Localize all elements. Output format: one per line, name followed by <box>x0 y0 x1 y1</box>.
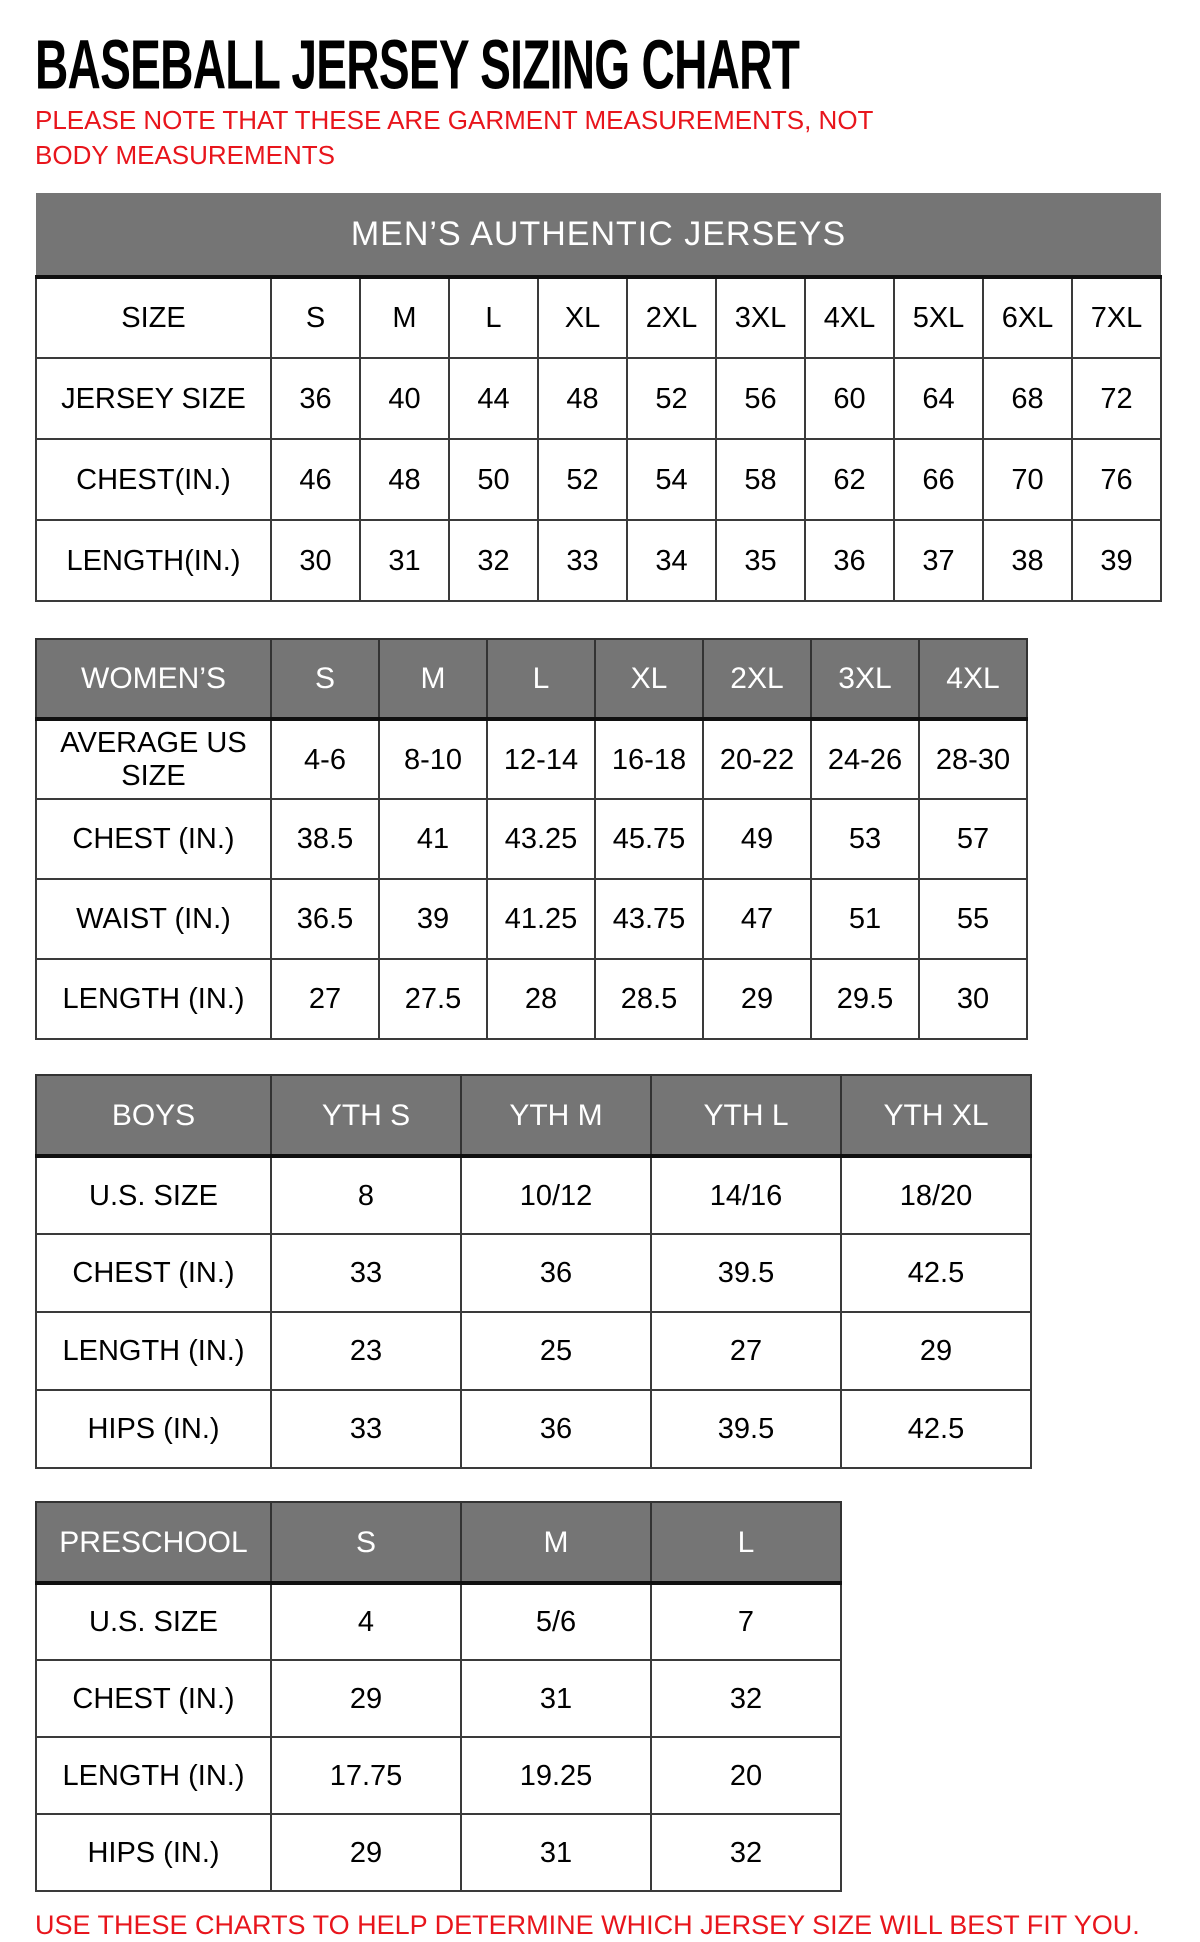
column-header: YTH XL <box>841 1075 1031 1156</box>
value-cell: 28-30 <box>919 719 1027 799</box>
value-cell: 41 <box>379 799 487 879</box>
table-row <box>36 439 1161 520</box>
value-cell: 35 <box>716 520 805 601</box>
table-row <box>36 1312 1031 1390</box>
value-cell: 29 <box>271 1814 461 1891</box>
value-cell: 40 <box>360 358 449 439</box>
column-header: L <box>651 1502 841 1583</box>
value-cell: 32 <box>651 1814 841 1891</box>
table-title: BOYS <box>36 1075 271 1156</box>
value-cell: 47 <box>703 879 811 959</box>
value-cell: 28 <box>487 959 595 1039</box>
table-row <box>36 1583 841 1660</box>
value-cell: 14/16 <box>651 1156 841 1234</box>
value-cell: 29 <box>271 1660 461 1737</box>
column-header: M <box>461 1502 651 1583</box>
column-header-row <box>36 1075 1031 1156</box>
row-label: LENGTH (IN.) <box>36 959 271 1039</box>
footer-note: USE THESE CHARTS TO HELP DETERMINE WHICH JERSEY SIZE WILL BEST FIT YOU. <box>35 1910 1140 1941</box>
table-row <box>36 1234 1031 1312</box>
boys-table <box>35 1074 1032 1469</box>
value-cell: 8 <box>271 1156 461 1234</box>
value-cell: 18/20 <box>841 1156 1031 1234</box>
value-cell: 32 <box>449 520 538 601</box>
mens-table-body <box>36 277 1161 601</box>
value-cell: 48 <box>538 358 627 439</box>
value-cell: 7XL <box>1072 277 1161 358</box>
row-label: CHEST (IN.) <box>36 1234 271 1312</box>
value-cell: 36 <box>461 1390 651 1468</box>
table-row <box>36 277 1161 358</box>
column-header: 4XL <box>919 639 1027 719</box>
value-cell: 6XL <box>983 277 1072 358</box>
value-cell: 4-6 <box>271 719 379 799</box>
column-header: S <box>271 1502 461 1583</box>
column-header: YTH S <box>271 1075 461 1156</box>
value-cell: 43.25 <box>487 799 595 879</box>
column-header: 2XL <box>703 639 811 719</box>
value-cell: 16-18 <box>595 719 703 799</box>
column-header: YTH L <box>651 1075 841 1156</box>
column-header: S <box>271 639 379 719</box>
value-cell: 53 <box>811 799 919 879</box>
row-label: WAIST (IN.) <box>36 879 271 959</box>
value-cell: 2XL <box>627 277 716 358</box>
value-cell: 51 <box>811 879 919 959</box>
value-cell: 37 <box>894 520 983 601</box>
row-label: JERSEY SIZE <box>36 358 271 439</box>
column-header: XL <box>595 639 703 719</box>
value-cell: 39 <box>379 879 487 959</box>
value-cell: 49 <box>703 799 811 879</box>
value-cell: 32 <box>651 1660 841 1737</box>
value-cell: 5XL <box>894 277 983 358</box>
row-label: AVERAGE US SIZE <box>36 719 271 799</box>
value-cell: 44 <box>449 358 538 439</box>
value-cell: 55 <box>919 879 1027 959</box>
preschool-table <box>35 1501 842 1892</box>
table-row <box>36 1814 841 1891</box>
value-cell: 43.75 <box>595 879 703 959</box>
value-cell: 23 <box>271 1312 461 1390</box>
value-cell: 45.75 <box>595 799 703 879</box>
value-cell: 46 <box>271 439 360 520</box>
value-cell: 24-26 <box>811 719 919 799</box>
value-cell: 4 <box>271 1583 461 1660</box>
value-cell: 27 <box>271 959 379 1039</box>
womens-table <box>35 638 1028 1040</box>
table-row <box>36 879 1027 959</box>
value-cell: 42.5 <box>841 1390 1031 1468</box>
value-cell: 29 <box>703 959 811 1039</box>
value-cell: 28.5 <box>595 959 703 1039</box>
value-cell: 31 <box>461 1660 651 1737</box>
womens-table-header <box>36 639 1027 719</box>
value-cell: 72 <box>1072 358 1161 439</box>
column-header: M <box>379 639 487 719</box>
column-header-row <box>36 1502 841 1583</box>
value-cell: 25 <box>461 1312 651 1390</box>
value-cell: 33 <box>271 1390 461 1468</box>
value-cell: 42.5 <box>841 1234 1031 1312</box>
value-cell: 36.5 <box>271 879 379 959</box>
table-title: MEN’S AUTHENTIC JERSEYS <box>36 193 1161 277</box>
row-label: LENGTH (IN.) <box>36 1312 271 1390</box>
row-label: U.S. SIZE <box>36 1156 271 1234</box>
value-cell: XL <box>538 277 627 358</box>
value-cell: 27 <box>651 1312 841 1390</box>
value-cell: 76 <box>1072 439 1161 520</box>
value-cell: 52 <box>538 439 627 520</box>
table-title: PRESCHOOL <box>36 1502 271 1583</box>
table-row <box>36 719 1027 799</box>
value-cell: 4XL <box>805 277 894 358</box>
value-cell: 5/6 <box>461 1583 651 1660</box>
value-cell: 54 <box>627 439 716 520</box>
value-cell: 62 <box>805 439 894 520</box>
column-header-row <box>36 639 1027 719</box>
value-cell: 30 <box>919 959 1027 1039</box>
row-label: LENGTH(IN.) <box>36 520 271 601</box>
table-row <box>36 358 1161 439</box>
value-cell: 36 <box>805 520 894 601</box>
value-cell: 30 <box>271 520 360 601</box>
row-label: HIPS (IN.) <box>36 1814 271 1891</box>
value-cell: 70 <box>983 439 1072 520</box>
value-cell: 50 <box>449 439 538 520</box>
column-header: 3XL <box>811 639 919 719</box>
value-cell: 52 <box>627 358 716 439</box>
value-cell: 29 <box>841 1312 1031 1390</box>
value-cell: 58 <box>716 439 805 520</box>
value-cell: 3XL <box>716 277 805 358</box>
value-cell: 38 <box>983 520 1072 601</box>
table-row <box>36 1737 841 1814</box>
row-label: CHEST (IN.) <box>36 799 271 879</box>
table-row <box>36 799 1027 879</box>
value-cell: 64 <box>894 358 983 439</box>
table-row <box>36 1390 1031 1468</box>
table-title-row <box>36 193 1161 277</box>
value-cell: 60 <box>805 358 894 439</box>
value-cell: 38.5 <box>271 799 379 879</box>
value-cell: 7 <box>651 1583 841 1660</box>
value-cell: 66 <box>894 439 983 520</box>
value-cell: 17.75 <box>271 1737 461 1814</box>
row-label: HIPS (IN.) <box>36 1390 271 1468</box>
value-cell: 57 <box>919 799 1027 879</box>
table-row <box>36 1660 841 1737</box>
value-cell: 27.5 <box>379 959 487 1039</box>
womens-table-body <box>36 719 1027 1039</box>
value-cell: 41.25 <box>487 879 595 959</box>
value-cell: 36 <box>461 1234 651 1312</box>
value-cell: 39.5 <box>651 1234 841 1312</box>
table-row <box>36 520 1161 601</box>
table-row <box>36 1156 1031 1234</box>
value-cell: 36 <box>271 358 360 439</box>
table-title: WOMEN’S <box>36 639 271 719</box>
boys-table-body <box>36 1156 1031 1468</box>
value-cell: 8-10 <box>379 719 487 799</box>
preschool-table-body <box>36 1583 841 1891</box>
value-cell: 34 <box>627 520 716 601</box>
value-cell: 33 <box>271 1234 461 1312</box>
value-cell: 20 <box>651 1737 841 1814</box>
row-label: LENGTH (IN.) <box>36 1737 271 1814</box>
value-cell: 56 <box>716 358 805 439</box>
value-cell: 29.5 <box>811 959 919 1039</box>
value-cell: 33 <box>538 520 627 601</box>
value-cell: L <box>449 277 538 358</box>
mens-jerseys-table <box>35 193 1162 602</box>
row-label: CHEST(IN.) <box>36 439 271 520</box>
value-cell: 10/12 <box>461 1156 651 1234</box>
page-title: BASEBALL JERSEY SIZING CHART <box>35 26 800 104</box>
value-cell: 31 <box>461 1814 651 1891</box>
mens-table-header <box>36 193 1161 277</box>
value-cell: M <box>360 277 449 358</box>
preschool-table-header <box>36 1502 841 1583</box>
value-cell: 31 <box>360 520 449 601</box>
row-label: CHEST (IN.) <box>36 1660 271 1737</box>
value-cell: 48 <box>360 439 449 520</box>
value-cell: 39.5 <box>651 1390 841 1468</box>
table-row <box>36 959 1027 1039</box>
row-label: SIZE <box>36 277 271 358</box>
value-cell: 20-22 <box>703 719 811 799</box>
column-header: L <box>487 639 595 719</box>
value-cell: 12-14 <box>487 719 595 799</box>
column-header: YTH M <box>461 1075 651 1156</box>
row-label: U.S. SIZE <box>36 1583 271 1660</box>
value-cell: 68 <box>983 358 1072 439</box>
value-cell: 39 <box>1072 520 1161 601</box>
value-cell: 19.25 <box>461 1737 651 1814</box>
value-cell: S <box>271 277 360 358</box>
garment-measurements-note: PLEASE NOTE THAT THESE ARE GARMENT MEASUREMENTS, NOT BODY MEASUREMENTS <box>35 105 873 171</box>
boys-table-header <box>36 1075 1031 1156</box>
